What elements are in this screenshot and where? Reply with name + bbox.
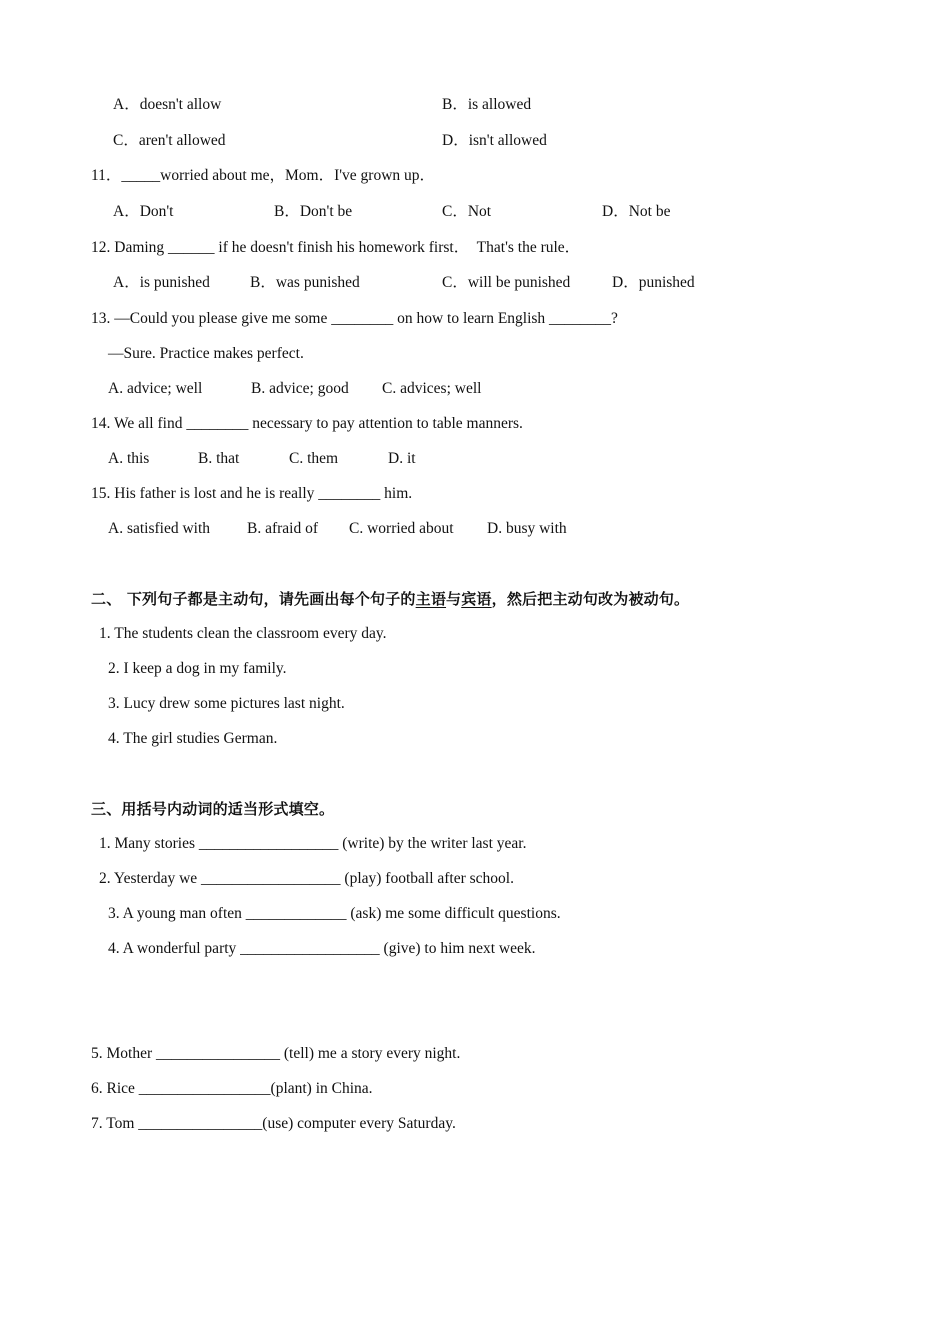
q12-option-b: B．was punished: [250, 274, 360, 291]
section2-item-4: 4. The girl studies German.: [108, 730, 278, 747]
q11-stem: 11．_____worried about me，Mom．I've grown up．: [91, 167, 436, 184]
section3-item-6: 6. Rice _________________(plant) in China.: [91, 1080, 373, 1097]
q14-option-a: A. this: [108, 450, 150, 467]
q10-option-b: B．is allowed: [442, 96, 532, 113]
section3-item-3: 3. A young man often _____________ (ask) me some difficult questions.: [108, 905, 561, 922]
q12-option-a: A．is punished: [113, 274, 210, 291]
section2-heading-pre: 二、 下列句子都是主动句，请先画出每个句子的: [91, 590, 416, 608]
section3-item-7: 7. Tom ________________(use) computer every Saturday.: [91, 1115, 456, 1132]
section3-item-1: 1. Many stories __________________ (write) by the writer last year.: [99, 835, 527, 852]
q13-reply: —Sure. Practice makes perfect.: [108, 345, 304, 362]
section2-heading-post: ，然后把主动句改为被动句。: [491, 590, 690, 608]
q14-stem: 14. We all find ________ necessary to pay attention to table manners.: [91, 415, 523, 432]
section2-subject-term: 主语: [415, 590, 447, 608]
section2-item-1: 1. The students clean the classroom every day.: [99, 625, 387, 642]
q10-option-a: A．doesn't allow: [113, 96, 222, 113]
q12-option-d: D．punished: [612, 274, 695, 291]
q13-option-b: B. advice; good: [251, 380, 349, 397]
q11-option-a: A．Don't: [113, 203, 174, 220]
q14-option-c: C. them: [289, 450, 339, 467]
q12-option-c: C．will be punished: [442, 274, 571, 291]
section2-connector: 与: [446, 590, 462, 608]
section2-heading: [91, 588, 689, 610]
q15-option-b: B. afraid of: [247, 520, 319, 537]
q14-option-b: B. that: [198, 450, 240, 467]
q11-option-d: D．Not be: [602, 203, 671, 220]
q13-option-a: A. advice; well: [108, 380, 203, 397]
q15-option-a: A. satisfied with: [108, 520, 211, 537]
q13-option-c: C. advices; well: [382, 380, 482, 397]
q11-option-c: C．Not: [442, 203, 492, 220]
section2-object-term: 宾语: [461, 590, 492, 608]
section3-item-5: 5. Mother ________________ (tell) me a story every night.: [91, 1045, 461, 1062]
q12-stem: 12. Daming ______ if he doesn't finish his homework first． That's the rule．: [91, 239, 581, 256]
section3-heading: 三、用括号内动词的适当形式填空。: [91, 800, 335, 818]
section2-item-3: 3. Lucy drew some pictures last night.: [108, 695, 345, 712]
q15-option-d: D. busy with: [487, 520, 567, 537]
q11-option-b: B．Don't be: [274, 203, 353, 220]
q10-option-d: D．isn't allowed: [442, 132, 547, 149]
section3-item-4: 4. A wonderful party __________________ (give) to him next week.: [108, 940, 536, 957]
q10-option-c: C．aren't allowed: [113, 132, 226, 149]
q14-option-d: D. it: [388, 450, 416, 467]
q15-stem: 15. His father is lost and he is really ________ him.: [91, 485, 413, 502]
section3-item-2: 2. Yesterday we __________________ (play) football after school.: [99, 870, 514, 887]
section2-item-2: 2. I keep a dog in my family.: [108, 660, 287, 677]
q15-option-c: C. worried about: [349, 520, 454, 537]
q13-stem: 13. —Could you please give me some ________ on how to learn English ________?: [91, 310, 618, 327]
